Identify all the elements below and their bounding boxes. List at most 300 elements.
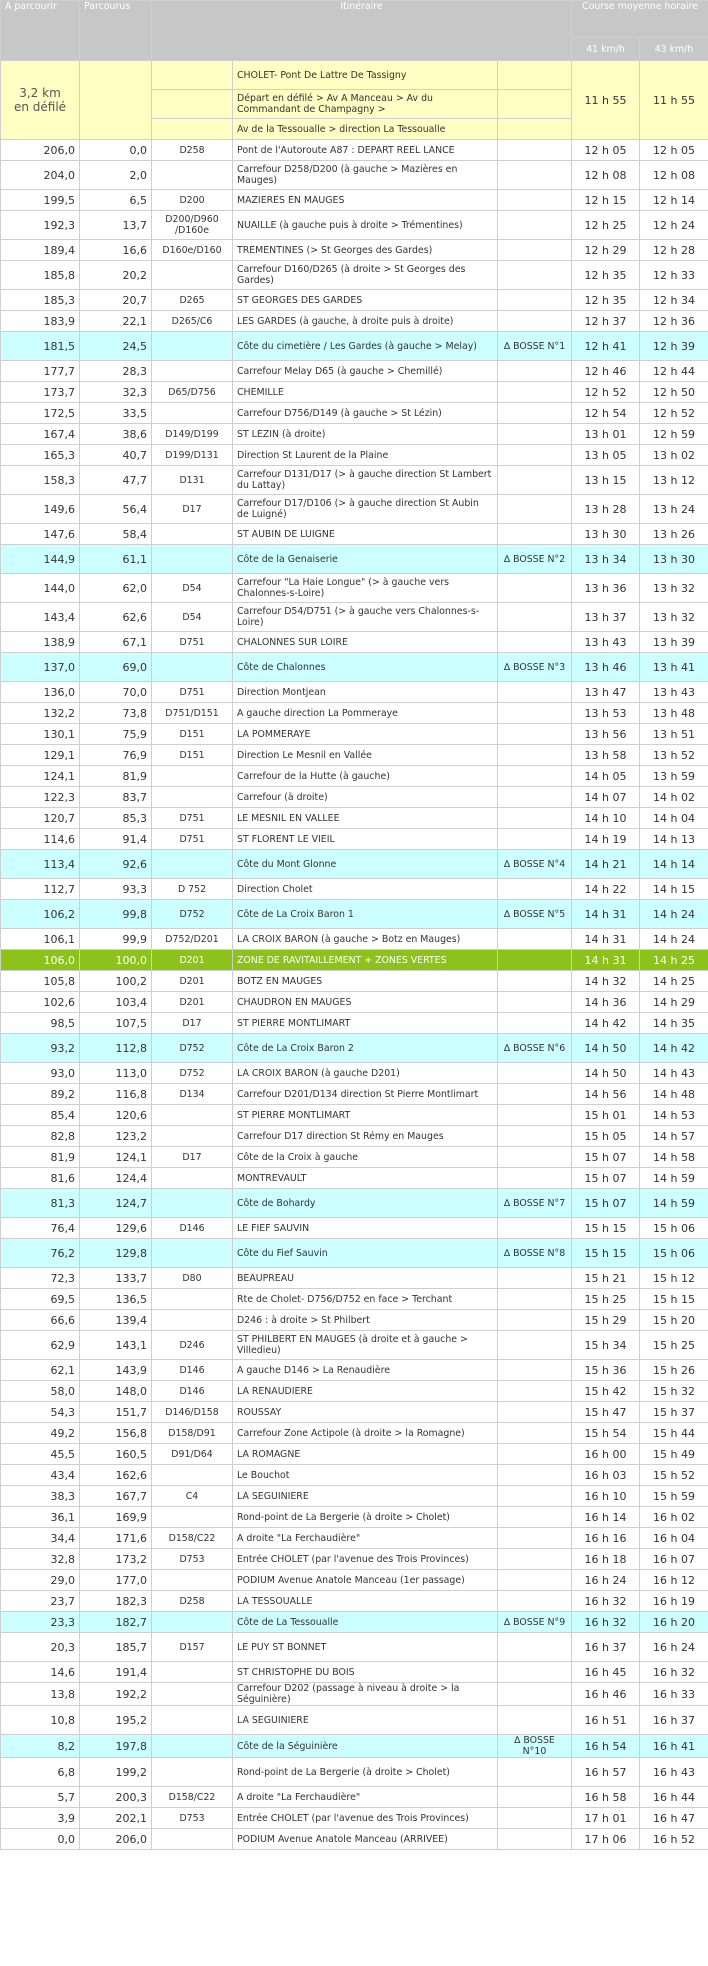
itinerary-text: BEAUPREAU (233, 1268, 498, 1289)
road-number: D146/D158 (152, 1402, 233, 1423)
itinerary-text: LA TESSOUALLE (233, 1591, 498, 1612)
road-number: D54 (152, 603, 233, 632)
climb-marker (498, 1662, 572, 1683)
route-row (1, 1706, 708, 1735)
time-43: 13 h 43 (640, 682, 708, 703)
road-number (152, 361, 233, 382)
time-41: 16 h 58 (572, 1787, 640, 1808)
itinerary-text: Côte de la Genaiserie (233, 545, 498, 574)
road-number: D157 (152, 1633, 233, 1662)
time-43: 13 h 02 (640, 445, 708, 466)
itinerary-text: Entrée CHOLET (par l'avenue des Trois Provinces) (233, 1808, 498, 1829)
climb-marker (498, 524, 572, 545)
climb-row (1, 1735, 708, 1758)
time-43: 15 h 44 (640, 1423, 708, 1444)
km-done: 185,7 (80, 1633, 152, 1662)
time-43: 13 h 41 (640, 653, 708, 682)
itinerary-text: PODIUM Avenue Anatole Manceau (1er passage) (233, 1570, 498, 1591)
km-remaining: 143,4 (1, 603, 80, 632)
road-number (152, 1507, 233, 1528)
itinerary-text: ST LEZIN (à droite) (233, 424, 498, 445)
time-41: 12 h 41 (572, 332, 640, 361)
km-remaining: 189,4 (1, 240, 80, 261)
road-number (152, 1105, 233, 1126)
time-41: 13 h 30 (572, 524, 640, 545)
time-41: 13 h 36 (572, 574, 640, 603)
road-number: D158/D91 (152, 1423, 233, 1444)
climb-marker (498, 161, 572, 190)
km-remaining: 106,0 (1, 950, 80, 971)
km-done: 93,3 (80, 879, 152, 900)
route-row (1, 466, 708, 495)
time-43: 15 h 37 (640, 1402, 708, 1423)
time-41: 16 h 32 (572, 1591, 640, 1612)
road-number: D200 (152, 190, 233, 211)
time-43: 14 h 24 (640, 929, 708, 950)
climb-marker (498, 261, 572, 290)
km-remaining: 93,0 (1, 1063, 80, 1084)
km-done: 76,9 (80, 745, 152, 766)
km-done: 67,1 (80, 632, 152, 653)
time-43: 13 h 30 (640, 545, 708, 574)
time-41: 15 h 05 (572, 1126, 640, 1147)
itinerary-text: Carrefour D258/D200 (à gauche > Mazières en Mauges) (233, 161, 498, 190)
itinerary-text: LA ROMAGNE (233, 1444, 498, 1465)
time-43: 15 h 49 (640, 1444, 708, 1465)
itinerary-text: Côte du Fief Sauvin (233, 1239, 498, 1268)
road-number: C4 (152, 1486, 233, 1507)
km-remaining: 98,5 (1, 1013, 80, 1034)
km-remaining: 177,7 (1, 361, 80, 382)
header-speed-43: 43 km/h (640, 38, 708, 61)
road-number (152, 1168, 233, 1189)
climb-marker (498, 240, 572, 261)
climb-marker (498, 1360, 572, 1381)
route-row (1, 1310, 708, 1331)
km-remaining: 113,4 (1, 850, 80, 879)
time-43: 13 h 39 (640, 632, 708, 653)
road-number (152, 524, 233, 545)
time-41: 16 h 00 (572, 1444, 640, 1465)
itinerary-text: CHEMILLE (233, 382, 498, 403)
itinerary-text: LA POMMERAYE (233, 724, 498, 745)
km-remaining: 49,2 (1, 1423, 80, 1444)
road-number: D200/D960 /D160e (152, 211, 233, 240)
climb-marker (498, 1570, 572, 1591)
time-41: 12 h 29 (572, 240, 640, 261)
time-41: 16 h 14 (572, 1507, 640, 1528)
time-41: 15 h 07 (572, 1168, 640, 1189)
time-41: 16 h 37 (572, 1633, 640, 1662)
route-row (1, 495, 708, 524)
road-number: D146 (152, 1381, 233, 1402)
climb-marker (498, 1423, 572, 1444)
route-row (1, 1013, 708, 1034)
road-number (152, 403, 233, 424)
road-number: D246 (152, 1331, 233, 1360)
time-43: 15 h 20 (640, 1310, 708, 1331)
climb-marker (498, 1268, 572, 1289)
km-remaining: 93,2 (1, 1034, 80, 1063)
itinerary-text: Côte de la Croix à gauche (233, 1147, 498, 1168)
time-41: 15 h 25 (572, 1289, 640, 1310)
road-number: D752/D201 (152, 929, 233, 950)
itinerary-text: Côte de Bohardy (233, 1189, 498, 1218)
itinerary-text: LA CROIX BARON (à gauche D201) (233, 1063, 498, 1084)
km-done: 2,0 (80, 161, 152, 190)
road-number (152, 1735, 233, 1758)
start-distance: 3,2 km en défilé (1, 61, 80, 140)
km-remaining: 181,5 (1, 332, 80, 361)
time-43: 14 h 42 (640, 1034, 708, 1063)
climb-row (1, 900, 708, 929)
time-41: 14 h 05 (572, 766, 640, 787)
km-remaining: 138,9 (1, 632, 80, 653)
km-done: 56,4 (80, 495, 152, 524)
road-number: D134 (152, 1084, 233, 1105)
route-row (1, 190, 708, 211)
route-row (1, 1758, 708, 1787)
climb-marker (498, 1465, 572, 1486)
time-43: 15 h 12 (640, 1268, 708, 1289)
km-remaining: 89,2 (1, 1084, 80, 1105)
road-number (152, 332, 233, 361)
time-41: 12 h 37 (572, 311, 640, 332)
km-remaining: 165,3 (1, 445, 80, 466)
time-43: 13 h 26 (640, 524, 708, 545)
route-row (1, 745, 708, 766)
route-row (1, 703, 708, 724)
time-41: 16 h 54 (572, 1735, 640, 1758)
time-41: 14 h 31 (572, 900, 640, 929)
climb-marker (498, 1549, 572, 1570)
km-done: 182,3 (80, 1591, 152, 1612)
km-done: 32,3 (80, 382, 152, 403)
time-41: 12 h 54 (572, 403, 640, 424)
time-41: 12 h 35 (572, 290, 640, 311)
route-row (1, 808, 708, 829)
km-remaining: 132,2 (1, 703, 80, 724)
route-row (1, 724, 708, 745)
time-43: 16 h 04 (640, 1528, 708, 1549)
route-row (1, 1331, 708, 1360)
itinerary-text: Côte de La Croix Baron 1 (233, 900, 498, 929)
time-43: 14 h 53 (640, 1105, 708, 1126)
climb-marker (498, 992, 572, 1013)
climb-marker: ∆ BOSSE N°4 (498, 850, 572, 879)
km-done: 139,4 (80, 1310, 152, 1331)
route-row (1, 1360, 708, 1381)
km-done: 99,9 (80, 929, 152, 950)
route-row (1, 1528, 708, 1549)
km-remaining: 136,0 (1, 682, 80, 703)
km-done: 173,2 (80, 1549, 152, 1570)
km-done: 151,7 (80, 1402, 152, 1423)
road-number: D160e/D160 (152, 240, 233, 261)
itinerary-text: Côte de Chalonnes (233, 653, 498, 682)
itinerary-text: Carrefour de la Hutte (à gauche) (233, 766, 498, 787)
climb-row (1, 1239, 708, 1268)
climb-marker (498, 290, 572, 311)
time-43: 12 h 14 (640, 190, 708, 211)
road-number: D751 (152, 829, 233, 850)
km-done: 38,6 (80, 424, 152, 445)
time-43: 14 h 25 (640, 950, 708, 971)
road-number (152, 1465, 233, 1486)
route-row (1, 1633, 708, 1662)
itinerary-text: BOTZ EN MAUGES (233, 971, 498, 992)
road-number (152, 261, 233, 290)
time-43: 14 h 48 (640, 1084, 708, 1105)
km-remaining: 167,4 (1, 424, 80, 445)
road-number: D201 (152, 950, 233, 971)
itinerary-text: CHAUDRON EN MAUGES (233, 992, 498, 1013)
km-done: 143,1 (80, 1331, 152, 1360)
km-done: 47,7 (80, 466, 152, 495)
climb-marker (498, 1289, 572, 1310)
km-remaining: 85,4 (1, 1105, 80, 1126)
climb-row (1, 850, 708, 879)
time-43: 16 h 12 (640, 1570, 708, 1591)
itinerary-text: Rond-point de La Bergerie (à droite > Cholet) (233, 1507, 498, 1528)
time-43: 16 h 44 (640, 1787, 708, 1808)
road-number (152, 653, 233, 682)
km-done: 99,8 (80, 900, 152, 929)
climb-marker (498, 1444, 572, 1465)
climb-marker (498, 929, 572, 950)
route-row (1, 1105, 708, 1126)
itinerary-text: ST FLORENT LE VIEIL (233, 829, 498, 850)
itinerary-text: Carrefour D17 direction St Rémy en Mauges (233, 1126, 498, 1147)
climb-marker (498, 1507, 572, 1528)
km-remaining: 183,9 (1, 311, 80, 332)
time-43: 13 h 59 (640, 766, 708, 787)
time-43: 12 h 36 (640, 311, 708, 332)
time-41: 13 h 53 (572, 703, 640, 724)
km-done: 191,4 (80, 1662, 152, 1683)
time-41: 14 h 22 (572, 879, 640, 900)
route-row (1, 1063, 708, 1084)
itinerary-text: MONTREVAULT (233, 1168, 498, 1189)
time-41: 12 h 35 (572, 261, 640, 290)
route-row (1, 382, 708, 403)
km-done: 123,2 (80, 1126, 152, 1147)
time-41: 15 h 07 (572, 1147, 640, 1168)
climb-marker (498, 724, 572, 745)
km-done: 75,9 (80, 724, 152, 745)
time-41: 16 h 24 (572, 1570, 640, 1591)
time-43: 12 h 28 (640, 240, 708, 261)
km-remaining: 81,9 (1, 1147, 80, 1168)
time-43: 16 h 41 (640, 1735, 708, 1758)
km-done: 107,5 (80, 1013, 152, 1034)
climb-marker (498, 603, 572, 632)
itinerary-text: Carrefour D756/D149 (à gauche > St Lézin) (233, 403, 498, 424)
time-43: 15 h 52 (640, 1465, 708, 1486)
road-number: D753 (152, 1549, 233, 1570)
climb-marker: ∆ BOSSE N°2 (498, 545, 572, 574)
km-remaining: 58,0 (1, 1381, 80, 1402)
time-43: 16 h 43 (640, 1758, 708, 1787)
start-row (1, 61, 708, 90)
road-number: D258 (152, 140, 233, 161)
km-done: 133,7 (80, 1268, 152, 1289)
km-done: 28,3 (80, 361, 152, 382)
road-number: D265 (152, 290, 233, 311)
km-done: 85,3 (80, 808, 152, 829)
km-remaining: 62,9 (1, 1331, 80, 1360)
km-remaining: 158,3 (1, 466, 80, 495)
itinerary-text: Direction Cholet (233, 879, 498, 900)
climb-marker: ∆ BOSSE N°6 (498, 1034, 572, 1063)
time-41: 13 h 05 (572, 445, 640, 466)
time-43: 12 h 59 (640, 424, 708, 445)
itinerary-text: Côte du Mont Glonne (233, 850, 498, 879)
road-number (152, 1239, 233, 1268)
climb-row (1, 545, 708, 574)
road-number: D131 (152, 466, 233, 495)
itinerary-text: ROUSSAY (233, 1402, 498, 1423)
km-remaining: 36,1 (1, 1507, 80, 1528)
climb-row (1, 1612, 708, 1633)
km-done: 100,2 (80, 971, 152, 992)
start-time-43: 11 h 55 (640, 61, 708, 140)
road-number (152, 1570, 233, 1591)
time-41: 13 h 34 (572, 545, 640, 574)
road-number: D199/D131 (152, 445, 233, 466)
road-number (152, 1612, 233, 1633)
km-remaining: 13,8 (1, 1683, 80, 1706)
start-time-41: 11 h 55 (572, 61, 640, 140)
climb-marker: ∆ BOSSE N°1 (498, 332, 572, 361)
road-number: D146 (152, 1218, 233, 1239)
itinerary-text: Carrefour D17/D106 (> à gauche direction St Aubin de Luigné) (233, 495, 498, 524)
km-done: 73,8 (80, 703, 152, 724)
itinerary-text: Carrefour D131/D17 (> à gauche direction St Lambert du Lattay) (233, 466, 498, 495)
km-done: 22,1 (80, 311, 152, 332)
time-43: 15 h 06 (640, 1239, 708, 1268)
route-row (1, 161, 708, 190)
route-row (1, 290, 708, 311)
road-number: D158/C22 (152, 1787, 233, 1808)
route-row (1, 1829, 708, 1850)
km-done: 62,0 (80, 574, 152, 603)
itinerary-text: LE FIEF SAUVIN (233, 1218, 498, 1239)
km-remaining: 199,5 (1, 190, 80, 211)
time-41: 16 h 51 (572, 1706, 640, 1735)
itinerary-text: Rte de Cholet- D756/D752 en face > Terchant (233, 1289, 498, 1310)
road-number: D151 (152, 724, 233, 745)
route-row (1, 1147, 708, 1168)
km-remaining: 137,0 (1, 653, 80, 682)
time-43: 15 h 15 (640, 1289, 708, 1310)
route-row (1, 361, 708, 382)
route-row (1, 1168, 708, 1189)
km-done: 91,4 (80, 829, 152, 850)
time-41: 13 h 28 (572, 495, 640, 524)
itinerary-text: A gauche D146 > La Renaudière (233, 1360, 498, 1381)
time-41: 12 h 52 (572, 382, 640, 403)
time-43: 16 h 02 (640, 1507, 708, 1528)
start-line-2: Départ en défilé > Av A Manceau > Av du Commandant de Champagny > (233, 90, 498, 119)
road-number: D158/C22 (152, 1528, 233, 1549)
km-remaining: 10,8 (1, 1706, 80, 1735)
road-number: D149/D199 (152, 424, 233, 445)
km-remaining: 6,8 (1, 1758, 80, 1787)
km-remaining: 3,9 (1, 1808, 80, 1829)
km-done: 195,2 (80, 1706, 152, 1735)
climb-marker (498, 190, 572, 211)
km-remaining: 173,7 (1, 382, 80, 403)
climb-marker (498, 1084, 572, 1105)
time-43: 15 h 26 (640, 1360, 708, 1381)
climb-marker (498, 829, 572, 850)
time-43: 13 h 48 (640, 703, 708, 724)
km-remaining: 129,1 (1, 745, 80, 766)
route-row (1, 829, 708, 850)
route-row (1, 261, 708, 290)
climb-marker (498, 382, 572, 403)
time-41: 13 h 43 (572, 632, 640, 653)
km-remaining: 144,0 (1, 574, 80, 603)
itinerary-text: Entrée CHOLET (par l'avenue des Trois Provinces) (233, 1549, 498, 1570)
climb-row (1, 1034, 708, 1063)
km-remaining: 38,3 (1, 1486, 80, 1507)
km-remaining: 81,6 (1, 1168, 80, 1189)
header-row (1, 1, 708, 38)
road-number: D265/C6 (152, 311, 233, 332)
time-41: 14 h 19 (572, 829, 640, 850)
itinerary-text: Carrefour (à droite) (233, 787, 498, 808)
route-row (1, 603, 708, 632)
climb-marker (498, 632, 572, 653)
time-43: 14 h 04 (640, 808, 708, 829)
km-done: 169,9 (80, 1507, 152, 1528)
climb-marker (498, 424, 572, 445)
climb-marker (498, 495, 572, 524)
km-remaining: 112,7 (1, 879, 80, 900)
time-43: 12 h 44 (640, 361, 708, 382)
climb-marker (498, 1683, 572, 1706)
km-done: 16,6 (80, 240, 152, 261)
itinerary-text: ST AUBIN DE LUIGNE (233, 524, 498, 545)
climb-marker (498, 466, 572, 495)
km-done: 197,8 (80, 1735, 152, 1758)
road-number (152, 1189, 233, 1218)
climb-marker (498, 140, 572, 161)
road-number: D17 (152, 495, 233, 524)
itinerary-text: Carrefour D202 (passage à niveau à droite > la Séguinière) (233, 1683, 498, 1706)
road-number: D753 (152, 1808, 233, 1829)
km-remaining: 81,3 (1, 1189, 80, 1218)
itinerary-text: Direction St Laurent de la Plaine (233, 445, 498, 466)
time-43: 12 h 39 (640, 332, 708, 361)
time-43: 16 h 52 (640, 1829, 708, 1850)
km-done: 160,5 (80, 1444, 152, 1465)
km-remaining: 172,5 (1, 403, 80, 424)
time-43: 13 h 51 (640, 724, 708, 745)
road-number: D54 (152, 574, 233, 603)
time-41: 16 h 32 (572, 1612, 640, 1633)
time-41: 16 h 10 (572, 1486, 640, 1507)
time-43: 12 h 33 (640, 261, 708, 290)
itinerary-text: ST PHILBERT EN MAUGES (à droite et à gauche > Villedieu) (233, 1331, 498, 1360)
km-done: 103,4 (80, 992, 152, 1013)
route-row (1, 787, 708, 808)
km-done: 40,7 (80, 445, 152, 466)
road-number (152, 1829, 233, 1850)
time-43: 16 h 20 (640, 1612, 708, 1633)
